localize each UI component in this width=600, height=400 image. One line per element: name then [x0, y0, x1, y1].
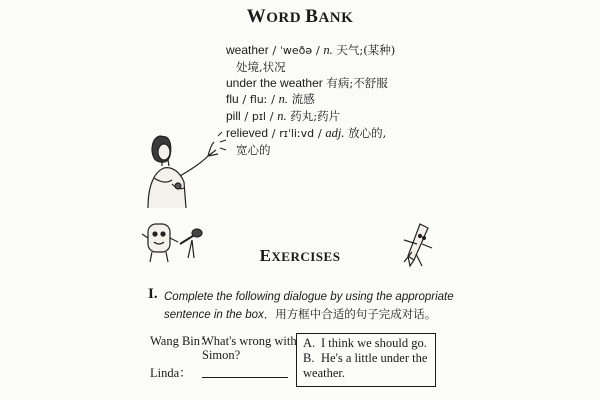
dialogue-line: Simon?	[202, 348, 241, 362]
option-b: B. He's a little under the	[303, 351, 428, 365]
answer-blank[interactable]	[202, 377, 288, 378]
vocab-entry-flu: flu / fluː / n. 流感	[226, 92, 315, 106]
vocab-entry-weather: weather / ˈweðə / n. 天气;(某种)	[226, 43, 396, 57]
word-bank-title: WORD BANK	[246, 6, 354, 27]
option-a: A. I think we should go.	[303, 336, 427, 350]
option-b-continuation: weather.	[303, 366, 345, 380]
vocab-gloss-continuation: 宽心的	[236, 143, 271, 157]
vocabulary-list	[226, 42, 395, 158]
exercise-instruction: Complete the following dialogue by using the appropriate sentence in the box．用方框中合适的句子完成对话。	[164, 291, 454, 321]
woman-speaking-illustration	[138, 128, 228, 208]
vocab-entry-relieved: relieved / rɪˈliːvd / adj. 放心的,	[226, 126, 387, 140]
vocab-gloss-continuation: 处境,状况	[236, 60, 286, 74]
section-number: I.	[148, 286, 158, 302]
exercises-title: EXERCISES	[259, 246, 341, 265]
dialogue-line: What's wrong with	[202, 334, 297, 348]
vocab-entry-pill: pill / pɪl / n. 药丸;药片	[226, 109, 341, 123]
options-box	[296, 333, 436, 387]
vocab-entry-under-the-weather: under the weather 有病;不舒服	[226, 76, 388, 90]
dialogue-speaker: Linda：	[150, 366, 192, 380]
dialogue-speaker: Wang Bin：	[150, 334, 213, 348]
